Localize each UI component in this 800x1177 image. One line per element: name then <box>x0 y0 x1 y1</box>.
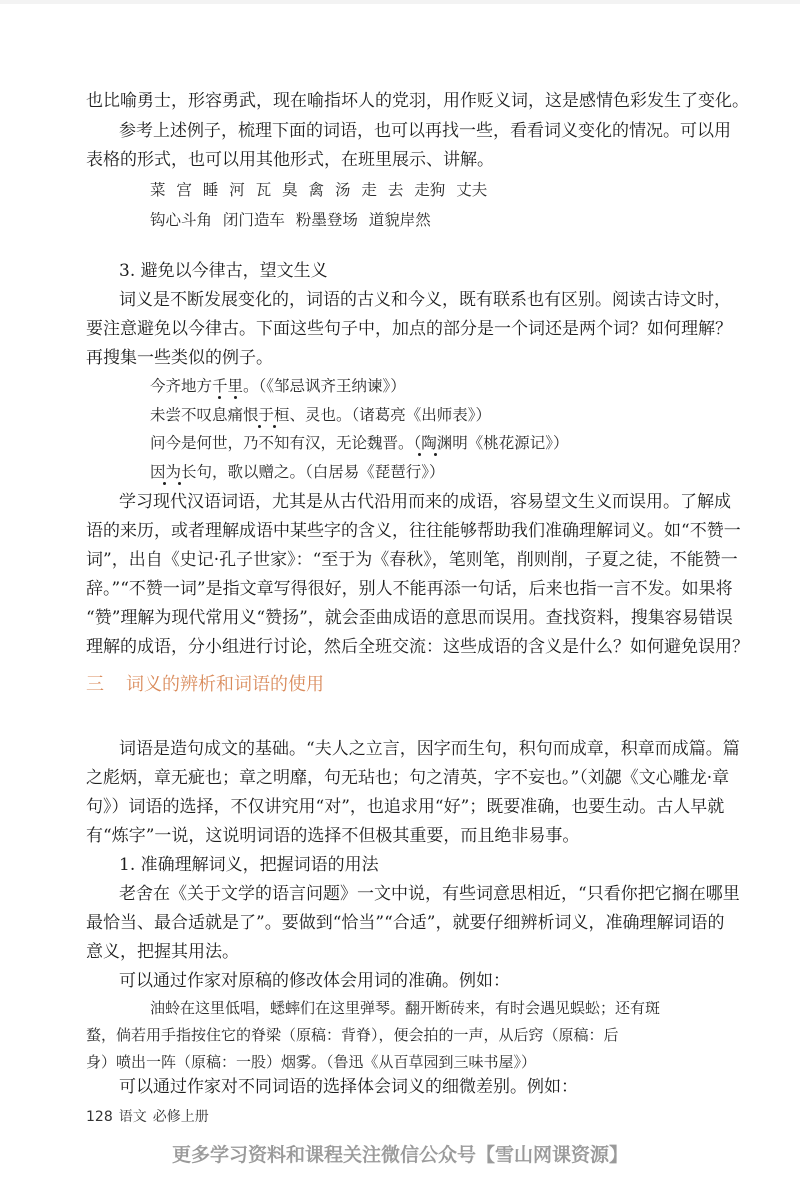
paragraph-line: 意义，把握其用法。 <box>86 942 239 962</box>
paragraph-line: 参考上述例子，梳理下面的词语，也可以再找一些，看看词义变化的情况。可以用 <box>119 121 731 141</box>
paragraph-line: 之彪炳，章无疵也；章之明靡，句无玷也；句之清英，字不妄也。”（刘勰《文心雕龙·章 <box>86 768 730 788</box>
paragraph-line: 也比喻勇士，形容勇武，现在喻指坏人的党羽，用作贬义词，这是感情色彩发生了变化。 <box>86 91 749 111</box>
paragraph-line: 句》）词语的选择，不仅讲究用“对”，也追求用“好”；既要准确，也要生动。古人早就 <box>86 797 725 817</box>
paragraph-line: 辞。”“不赞一词”是指文章写得很好，别人不能再添一句话，后来也指一言不发。如果将 <box>86 579 733 599</box>
book-name: 必修上册 <box>152 1109 209 1125</box>
word-list: 菜 宫 睡 河 瓦 臭 禽 汤 走 去 走狗 丈夫 <box>150 181 488 199</box>
paragraph-line: 表格的形式，也可以用其他形式，在班里展示、讲解。 <box>86 150 494 170</box>
section-title: 词义的辨析和词语的使用 <box>126 674 324 695</box>
paragraph-line: 要注意避免以今律古。下面这些句子中，加点的部分是一个词还是两个词？如何理解？ <box>86 319 732 339</box>
emphasis-dot <box>178 482 181 485</box>
paragraph-line: 最恰当、最合适就是了”。要做到“恰当”“合适”，就要仔细辨析词义，准确理解词语的 <box>86 913 725 933</box>
subsection-heading: 1. 准确理解词义，把握词语的用法 <box>119 855 379 875</box>
paragraph-line: 词语是造句成文的基础。“夫人之立言，因字而生句，积句而成章，积章而成篇。篇 <box>119 739 740 759</box>
emphasis-dot <box>418 453 421 456</box>
quote-line: 未尝不叹息痛恨于桓、灵也。（诸葛亮《出师表》） <box>150 406 492 424</box>
paragraph-line: 可以通过作家对原稿的修改体会用词的准确。例如： <box>119 971 510 991</box>
section-heading <box>86 670 324 696</box>
example-line: 蝥，倘若用手指按住它的脊梁（原稿：背脊），便会拍的一声，从后窍（原稿：后 <box>86 1026 619 1044</box>
paragraph-line: 语的来历，或者理解成语中某些字的含义，往往能够帮助我们准确理解词义。如“不赞一 <box>86 521 741 541</box>
emphasis-dot <box>258 425 261 428</box>
paragraph-line: 老舍在《关于文学的语言问题》一文中说，有些词意思相近，“只看你把它搁在哪里 <box>119 884 740 904</box>
example-line: 身）喷出一阵（原稿：一股）烟雾。（鲁迅《从百草园到三味书屋》） <box>86 1053 537 1071</box>
example-line: 油蛉在这里低唱，蟋蟀们在这里弹琴。翻开断砖来，有时会遇见蜈蚣；还有斑 <box>150 999 661 1017</box>
top-edge <box>0 0 800 4</box>
emphasis-dot <box>163 482 166 485</box>
emphasis-dot <box>218 396 221 399</box>
idiom-list: 钩心斗角 闭门造车 粉墨登场 道貌岸然 <box>150 211 431 229</box>
paragraph-line: 可以通过作家对不同词语的选择体会词义的细微差别。例如： <box>119 1077 578 1097</box>
paragraph-line: 再搜集一些类似的例子。 <box>86 348 273 368</box>
emphasis-dot <box>434 453 437 456</box>
paragraph-line: 有“炼字”一说，这说明词语的选择不但极其重要，而且绝非易事。 <box>86 826 580 846</box>
section-number: 三 <box>86 674 104 695</box>
paragraph-line: 词义是不断发展变化的，词语的古义和今义，既有联系也有区别。阅读古诗文时， <box>119 290 731 310</box>
page-number: 128 <box>86 1109 113 1125</box>
quote-line: 今齐地方千里。（《邹忌讽齐王纳谏》） <box>150 377 406 395</box>
emphasis-dot <box>273 425 276 428</box>
subject-name: 语文 <box>118 1109 147 1125</box>
quote-line: 因为长句，歌以赠之。（白居易《琵琶行》） <box>150 463 445 481</box>
paragraph-line: 学习现代汉语词语，尤其是从古代沿用而来的成语，容易望文生义而误用。了解成 <box>119 492 731 512</box>
paragraph-line: 理解的成语，分小组进行讨论，然后全班交流：这些成语的含义是什么？如何避免误用？ <box>86 637 749 657</box>
watermark-text: 更多学习资料和课程关注微信公众号【雪山网课资源】 <box>171 1144 628 1166</box>
subsection-heading: 3. 避免以今律古，望文生义 <box>119 261 328 281</box>
paragraph-line: 词”，出自《史记·孔子世家》：“至于为《春秋》，笔则笔，削则削，子夏之徒，不能赞一 <box>86 550 738 570</box>
emphasis-dot <box>234 396 237 399</box>
quote-line: 问今是何世，乃不知有汉，无论魏晋。（陶渊明《桃花源记》） <box>150 434 569 452</box>
page-footer <box>86 1106 209 1126</box>
paragraph-line: “赞”理解为现代常用义“赞扬”，就会歪曲成语的意思而误用。查找资料，搜集容易错误 <box>86 608 733 628</box>
